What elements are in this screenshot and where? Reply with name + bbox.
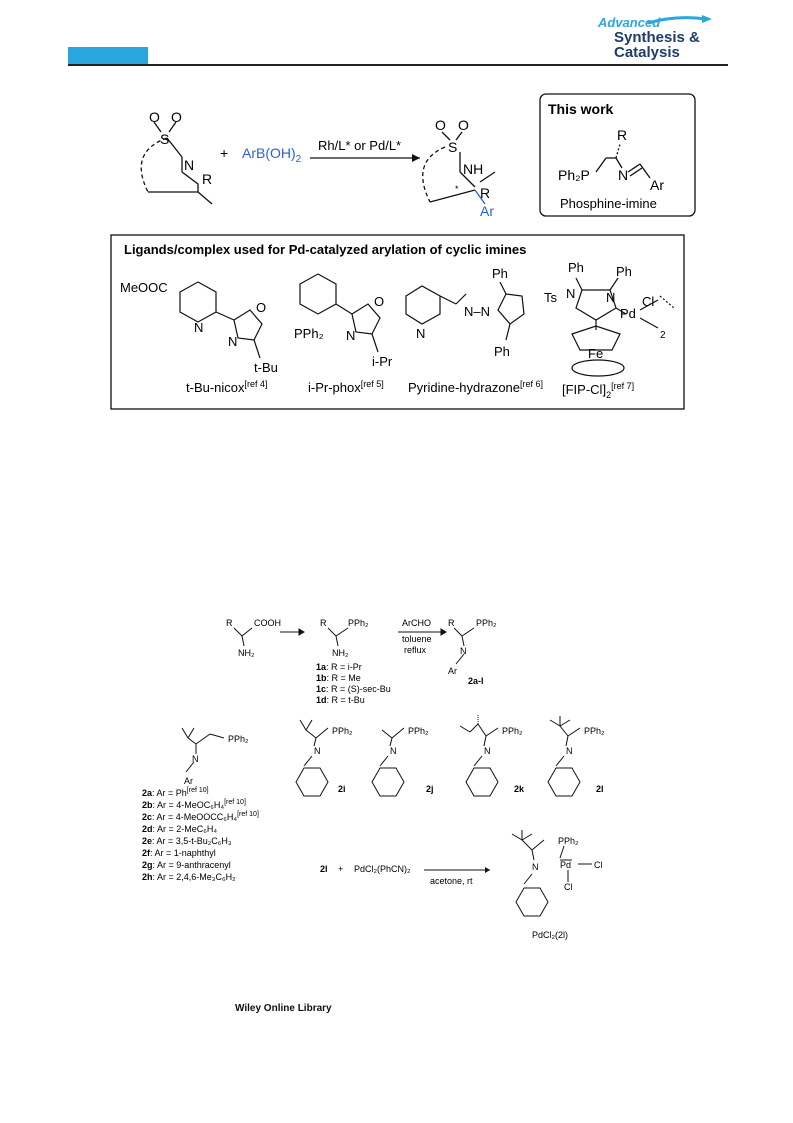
svg-text:2a: Ar = Ph[ref 10]: 2a: Ar = Ph[ref 10] xyxy=(142,787,209,798)
fip-structure xyxy=(572,278,674,376)
phox-ipr: i-Pr xyxy=(372,354,393,369)
pd-complex-label: PdCl₂(2l) xyxy=(532,930,568,940)
product-sulfur: S xyxy=(448,139,458,155)
substrate-nitrogen: N xyxy=(184,157,195,173)
c2l-label: 2l xyxy=(596,784,604,794)
scheme-3 xyxy=(140,712,660,942)
aa-cooh: COOH xyxy=(254,618,281,628)
fip-n2: N xyxy=(606,290,616,305)
footer-wiley: Wiley Online Library xyxy=(235,1003,332,1014)
cond-temp: reflux xyxy=(404,645,427,655)
svg-text:2c: Ar = 4-MeOOCC₆H₄[ref 10]: 2c: Ar = 4-MeOOCC₆H₄[ref 10] xyxy=(142,811,259,822)
scheme-1 xyxy=(120,92,700,222)
this-work-n: N xyxy=(618,167,629,183)
ligands-title: Ligands/complex used for Pd-catalyzed arylation of cyclic imines xyxy=(124,242,527,257)
product-oxygen-1: O xyxy=(435,117,446,133)
int-r: R xyxy=(320,618,327,628)
c2i-pph2: PPh₂ xyxy=(332,726,353,736)
pd-complex-pph2: PPh₂ xyxy=(558,836,579,846)
svg-text:2d: Ar = 2-MeC₆H₄: 2d: Ar = 2-MeC₆H₄ xyxy=(142,824,218,834)
substrate-oxygen-2: O xyxy=(171,109,182,125)
svg-text:1c: R = (S)-sec-Bu: 1c: R = (S)-sec-Bu xyxy=(316,684,391,694)
hydrazone-ph-top: Ph xyxy=(492,266,508,281)
fip-dimer-2: 2 xyxy=(660,330,666,341)
imine-series-label: 2a-l xyxy=(468,676,484,686)
generic-imine-structure xyxy=(182,728,224,772)
svg-text:1d: R = t-Bu: 1d: R = t-Bu xyxy=(316,695,365,705)
hydrazone-ph-bottom: Ph xyxy=(494,344,510,359)
this-work-caption: Phosphine-imine xyxy=(560,196,657,211)
generic-pph2: PPh₂ xyxy=(228,734,249,744)
imine-r: R xyxy=(448,618,455,628)
logo-line-2: Synthesis & xyxy=(614,29,700,46)
nicox-oxazoline-n: N xyxy=(228,334,238,349)
cond-reagent: ArCHO xyxy=(402,618,431,628)
nicox-tbu: t-Bu xyxy=(254,360,278,375)
product-nh: NH xyxy=(463,161,484,177)
c2l-n: N xyxy=(566,746,573,756)
compound-2i-structure xyxy=(296,720,328,796)
ligand-name-fip: $[FIP-Cl]_2[ref 7]$ xyxy=(562,381,635,400)
svg-text:1a: R = i-Pr: 1a: R = i-Pr xyxy=(316,662,362,672)
fip-n1: N xyxy=(566,286,576,301)
pd-complex-cl2: Cl xyxy=(564,882,573,892)
svg-text:2g: Ar = 9-anthracenyl: 2g: Ar = 9-anthracenyl xyxy=(142,860,231,870)
boronic-acid: $ArB(OH)_2$ xyxy=(242,145,302,165)
catalyst-label: Rh/L* or Pd/L* xyxy=(318,138,402,153)
product-aryl: Ar xyxy=(480,203,494,219)
substrate-oxygen-1: O xyxy=(149,109,160,125)
this-work-ar: Ar xyxy=(650,177,664,193)
imine-n: N xyxy=(460,646,467,656)
c2j-label: 2j xyxy=(426,784,434,794)
substrate-r-group: R xyxy=(202,171,213,187)
generic-ar: Ar xyxy=(184,776,193,786)
nicox-structure xyxy=(180,282,262,358)
plus-sign: + xyxy=(220,145,229,161)
nicox-oxygen: O xyxy=(256,300,267,315)
svg-text:2h: Ar = 2,4,6-Me₃C₆H₂: 2h: Ar = 2,4,6-Me₃C₆H₂ xyxy=(142,872,236,882)
header-rule xyxy=(68,64,728,66)
complex-reactant: 2l xyxy=(320,864,328,874)
svg-text:1b: R = Me: 1b: R = Me xyxy=(316,673,361,683)
imine-ar: Ar xyxy=(448,666,457,676)
imine-ligand-list xyxy=(142,787,259,882)
this-work-r: R xyxy=(617,127,628,143)
compound-2j-structure xyxy=(372,728,404,796)
ligand-variants-1 xyxy=(316,662,391,705)
product-oxygen-2: O xyxy=(458,117,469,133)
pd-complex-cl1: Cl xyxy=(594,860,603,870)
amino-acid-structure xyxy=(234,628,474,664)
ligands-box xyxy=(110,234,685,410)
ligand-name-phox: i-Pr-phox[ref 5] xyxy=(308,379,384,395)
hydrazone-pyridine-n: N xyxy=(416,326,426,341)
complex-conditions: acetone, rt xyxy=(430,876,473,886)
compound-2k-structure xyxy=(460,714,498,796)
nicox-meooc: MeOOC xyxy=(120,280,168,295)
pd-complex-structure xyxy=(512,830,592,916)
svg-text:2b: Ar = 4-MeOC₆H₄[ref 10]: 2b: Ar = 4-MeOC₆H₄[ref 10] xyxy=(142,799,246,810)
nicox-pyridine-n: N xyxy=(194,320,204,335)
logo-line-3: Catalysis xyxy=(614,44,680,61)
fip-ts: Ts xyxy=(544,290,557,305)
stereocenter-star: * xyxy=(455,184,459,194)
scheme-2 xyxy=(220,612,540,707)
c2k-n: N xyxy=(484,746,491,756)
fip-pd: Pd xyxy=(620,306,636,321)
pd-complex-n: N xyxy=(532,862,539,872)
c2l-pph2: PPh₂ xyxy=(584,726,605,736)
compound-2l-structure xyxy=(548,716,580,796)
complex-plus: + xyxy=(338,864,344,874)
aa-r: R xyxy=(226,618,233,628)
c2i-label: 2i xyxy=(338,784,346,794)
int-nh2: NH₂ xyxy=(332,648,349,658)
hydrazone-nn: N–N xyxy=(464,304,491,319)
generic-n: N xyxy=(192,754,199,764)
this-work-ph2p: Ph₂P xyxy=(558,167,590,183)
cond-solvent: toluene xyxy=(402,634,432,644)
product-r-group: R xyxy=(480,185,491,201)
pd-complex-pd: Pd xyxy=(560,860,572,870)
ligand-name-nicox: t-Bu-nicox[ref 4] xyxy=(186,379,268,395)
c2k-pph2: PPh₂ xyxy=(502,726,523,736)
fip-fe: Fe xyxy=(588,346,604,361)
fip-ph-left: Ph xyxy=(568,260,584,275)
phox-oxygen: O xyxy=(374,294,385,309)
phox-n: N xyxy=(346,328,356,343)
svg-text:2f: Ar = 1-naphthyl: 2f: Ar = 1-naphthyl xyxy=(142,848,216,858)
header-accent-bar xyxy=(68,47,148,65)
cyclic-imine-substrate xyxy=(141,122,212,204)
int-pph2: PPh₂ xyxy=(348,618,369,628)
aa-nh2: NH₂ xyxy=(238,648,255,658)
journal-logo xyxy=(596,15,728,61)
this-work-title: This work xyxy=(548,101,614,117)
c2k-label: 2k xyxy=(514,784,525,794)
substrate-sulfur: S xyxy=(160,131,170,147)
ligand-name-hydrazone: Pyridine-hydrazone[ref 6] xyxy=(408,379,544,395)
logo-line-1: Advanced xyxy=(598,15,661,30)
c2i-n: N xyxy=(314,746,321,756)
c2j-n: N xyxy=(390,746,397,756)
phox-pph2: PPh₂ xyxy=(294,326,324,341)
imine-pph2: PPh₂ xyxy=(476,618,497,628)
svg-text:2e: Ar = 3,5-t-Bu₂C₆H₃: 2e: Ar = 3,5-t-Bu₂C₆H₃ xyxy=(142,836,232,846)
fip-ph-right: Ph xyxy=(616,264,632,279)
fip-cl: Cl xyxy=(642,294,655,309)
c2j-pph2: PPh₂ xyxy=(408,726,429,736)
complex-metal: PdCl₂(PhCN)₂ xyxy=(354,864,411,874)
